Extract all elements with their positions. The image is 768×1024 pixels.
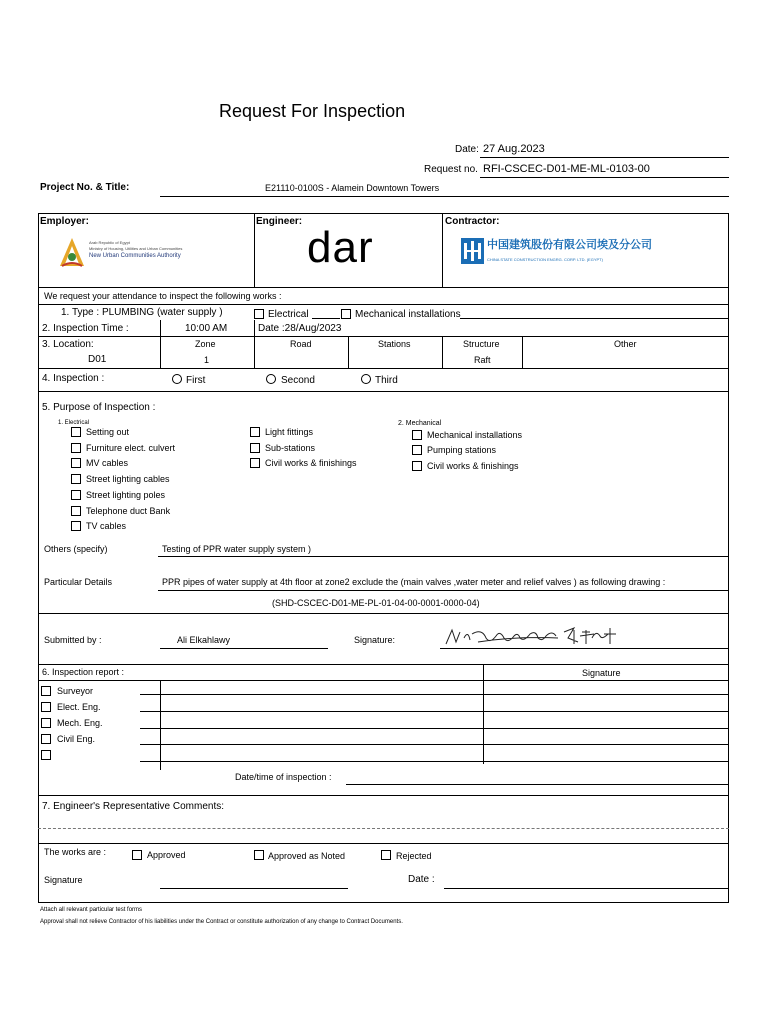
other-role-checkbox[interactable] xyxy=(41,750,51,760)
mech-eng-checkbox[interactable] xyxy=(41,718,51,728)
civil-eng-checkbox[interactable] xyxy=(41,734,51,744)
electrical-heading: 1. Electrical xyxy=(58,420,90,426)
engineer-label: Engineer: xyxy=(256,216,303,227)
employer-logo-line2: Ministry of Housing, Utilities and Urban Communities xyxy=(89,246,183,251)
report-label: 6. Inspection report : xyxy=(42,667,125,677)
employer-logo-line1: Arab Republic of Egypt xyxy=(89,240,130,245)
first-label: First xyxy=(186,375,206,386)
zone-header: Zone xyxy=(195,339,216,349)
elec-civil-works-checkbox[interactable] xyxy=(250,458,260,468)
footnote-approval: Approval shall not relieve Contractor of his liabilities under the Contract or constitute authorization of any change to Contract Documents. xyxy=(40,919,403,925)
street-lighting-poles-checkbox[interactable] xyxy=(71,490,81,500)
datetime-label: Date/time of inspection : xyxy=(235,772,332,782)
mechanical-checkbox[interactable] xyxy=(341,309,351,319)
other-header: Other xyxy=(614,339,637,349)
telephone-duct-checkbox[interactable] xyxy=(71,506,81,516)
telephone-duct-label: Telephone duct Bank xyxy=(86,506,171,516)
sub-stations-checkbox[interactable] xyxy=(250,443,260,453)
light-fittings-checkbox[interactable] xyxy=(250,427,260,437)
stations-header: Stations xyxy=(378,339,411,349)
setting-out-checkbox[interactable] xyxy=(71,427,81,437)
third-radio[interactable] xyxy=(361,374,371,384)
street-lighting-cables-label: Street lighting cables xyxy=(86,474,170,484)
electrical-label: Electrical xyxy=(268,309,309,320)
inspection-label: 4. Inspection : xyxy=(42,373,105,384)
mech-installations-checkbox[interactable] xyxy=(412,430,422,440)
contractor-label: Contractor: xyxy=(445,216,500,227)
report-signature-header: Signature xyxy=(582,668,621,678)
date-label: Date: xyxy=(455,144,479,155)
cscec-logo-icon xyxy=(461,238,484,264)
street-lighting-cables-checkbox[interactable] xyxy=(71,474,81,484)
approved-as-noted-label: Approved as Noted xyxy=(268,851,346,861)
bottom-date-label: Date : xyxy=(408,874,435,885)
footnote-attach: Attach all relevant particular test forms xyxy=(40,907,143,913)
employer-logo-line3: New Urban Communities Authority xyxy=(89,253,181,259)
drawing-reference: (SHD-CSCEC-D01-ME-PL-01-04-00-0001-0000-04) xyxy=(272,598,480,608)
time-label: 2. Inspection Time : xyxy=(42,323,129,334)
location-label: 3. Location: xyxy=(42,339,94,350)
particular-value[interactable]: PPR pipes of water supply at 4th floor at zone2 exclude the (main valves ,water meter and relief valves ) as following drawing : xyxy=(162,577,666,587)
works-label: The works are : xyxy=(44,847,107,857)
signature-label: Signature: xyxy=(354,635,396,645)
handwritten-signature xyxy=(442,622,642,650)
first-radio[interactable] xyxy=(172,374,182,384)
particular-label: Particular Details xyxy=(44,577,113,587)
second-label: Second xyxy=(281,375,315,386)
furniture-culvert-label: Furniture elect. culvert xyxy=(86,443,176,453)
project-underline xyxy=(160,196,729,197)
surveyor-label: Surveyor xyxy=(57,686,94,696)
page-title: Request For Inspection xyxy=(219,101,406,121)
surveyor-checkbox[interactable] xyxy=(41,686,51,696)
submitted-value[interactable]: Ali Elkahlawy xyxy=(177,635,231,645)
pumping-stations-checkbox[interactable] xyxy=(412,445,422,455)
request-label: Request no. xyxy=(424,164,478,175)
date-underline xyxy=(480,157,729,158)
approved-label: Approved xyxy=(147,850,186,860)
bottom-signature-label: Signature xyxy=(44,875,83,885)
setting-out-label: Setting out xyxy=(86,427,130,437)
project-label: Project No. & Title: xyxy=(40,182,130,193)
mv-cables-label: MV cables xyxy=(86,458,129,468)
elect-eng-label: Elect. Eng. xyxy=(57,702,101,712)
zone-value: 1 xyxy=(204,355,210,365)
light-fittings-label: Light fittings xyxy=(265,427,314,437)
rejected-label: Rejected xyxy=(396,851,432,861)
structure-header: Structure xyxy=(463,339,500,349)
tv-cables-label: TV cables xyxy=(86,521,127,531)
others-value[interactable]: Testing of PPR water supply system ) xyxy=(162,544,312,554)
purpose-label: 5. Purpose of Inspection : xyxy=(42,402,156,413)
approved-as-noted-checkbox[interactable] xyxy=(254,850,264,860)
mechanical-heading: 2. Mechanical xyxy=(398,420,442,427)
mechanical-label: Mechanical installations xyxy=(355,309,461,320)
nuca-logo xyxy=(58,236,86,268)
mech-eng-label: Mech. Eng. xyxy=(57,718,103,728)
employer-label: Employer: xyxy=(40,216,89,227)
time-value: 10:00 AM xyxy=(185,323,228,334)
comments-label: 7. Engineer's Representative Comments: xyxy=(42,801,224,812)
tv-cables-checkbox[interactable] xyxy=(71,521,81,531)
furniture-culvert-checkbox[interactable] xyxy=(71,443,81,453)
mech-civil-works-label: Civil works & finishings xyxy=(427,461,519,471)
structure-value: Raft xyxy=(474,355,491,365)
third-label: Third xyxy=(375,375,398,386)
request-value: RFI-CSCEC-D01-ME-ML-0103-00 xyxy=(483,163,650,175)
time-date: Date :28/Aug/2023 xyxy=(258,323,342,334)
approved-checkbox[interactable] xyxy=(132,850,142,860)
mv-cables-checkbox[interactable] xyxy=(71,458,81,468)
mech-installations-label: Mechanical installations xyxy=(427,430,523,440)
cscec-logo-en: CHINA STATE CONSTRUCTION ENGRG. CORP. LTD. (EGYPT) xyxy=(487,257,603,262)
sub-stations-label: Sub-stations xyxy=(265,443,316,453)
type-label: 1. Type : PLUMBING (water supply ) xyxy=(61,307,223,318)
request-underline xyxy=(480,177,729,178)
rejected-checkbox[interactable] xyxy=(381,850,391,860)
date-value: 27 Aug.2023 xyxy=(483,143,545,155)
others-label: Others (specify) xyxy=(44,544,108,554)
mech-civil-works-checkbox[interactable] xyxy=(412,461,422,471)
location-value: D01 xyxy=(88,354,107,365)
project-value: E21110-0100S - Alamein Downtown Towers xyxy=(265,183,440,193)
electrical-checkbox[interactable] xyxy=(254,309,264,319)
dar-logo: dar xyxy=(307,223,374,272)
cscec-logo-cn: 中国建筑股份有限公司埃及分公司 xyxy=(487,239,652,251)
pumping-stations-label: Pumping stations xyxy=(427,445,497,455)
civil-eng-label: Civil Eng. xyxy=(57,734,96,744)
road-header: Road xyxy=(290,339,312,349)
elec-civil-works-label: Civil works & finishings xyxy=(265,458,357,468)
attendance-text: We request your attendance to inspect the following works : xyxy=(44,291,282,301)
elect-eng-checkbox[interactable] xyxy=(41,702,51,712)
street-lighting-poles-label: Street lighting poles xyxy=(86,490,166,500)
second-radio[interactable] xyxy=(266,374,276,384)
submitted-label: Submitted by : xyxy=(44,635,102,645)
